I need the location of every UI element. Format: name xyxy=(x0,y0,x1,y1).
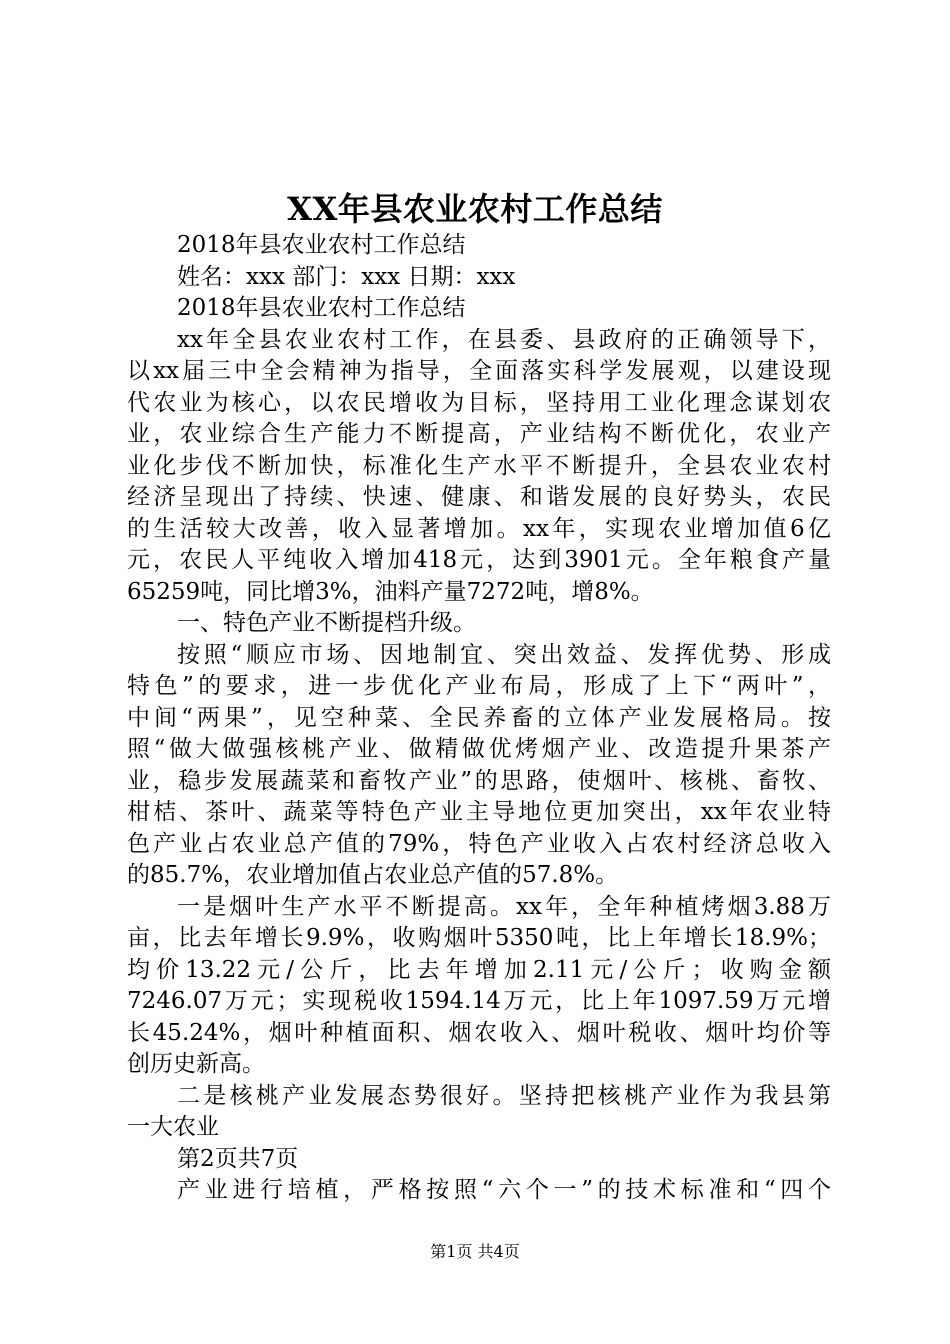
inline-page-marker: 第2页共7页 xyxy=(177,1145,299,1172)
text-line: 的85.7%，农业增加值占农业总产值的57.8%。 xyxy=(127,862,619,888)
text-line: 以xx届三中全会精神为指导，全面落实科学发展观，以建设现 xyxy=(127,358,831,384)
text-line: 的生活较大改善，收入显著增加。xx年，实现农业增加值6亿 xyxy=(127,515,831,542)
text-line: 中间“两果”，见空种菜、全民养畜的立体产业发展格局。按 xyxy=(127,704,831,731)
text-line: 65259吨，同比增3%，油料产量7272吨，增8%。 xyxy=(127,578,654,605)
text-line: 经济呈现出了持续、快速、健康、和谐发展的良好势头，农民 xyxy=(127,484,831,510)
text-line: 元，农民人平纯收入增加418元，达到3901元。全年粮食产量 xyxy=(127,547,831,573)
text-line: 7246.07万元；实现税收1594.14万元，比上年1097.59万元增 xyxy=(127,988,831,1014)
document-title: XX年县农业农村工作总结 xyxy=(287,190,663,228)
text-line: 2018年县农业农村工作总结 xyxy=(177,232,466,258)
text-line: 业化步伐不断加快，标准化生产水平不断提升，全县农业农村 xyxy=(127,452,831,479)
page-footer: 第1页 共4页 xyxy=(430,1242,520,1261)
document-body xyxy=(127,230,831,1207)
text-line: 均价13.22元/公斤，比去年增加2.11元/公斤；收购金额 xyxy=(127,956,831,983)
text-line: xx年全县农业农村工作，在县委、县政府的正确领导下， xyxy=(177,326,831,353)
text-line: 亩，比去年增长9.9%，收购烟叶5350吨，比上年增长18.9%； xyxy=(127,925,831,951)
text-line: 长45.24%，烟叶种植面积、烟农收入、烟叶税收、烟叶均价等 xyxy=(127,1019,831,1046)
text-line: 色产业占农业总产值的79%，特色产业收入占农村经济总收入 xyxy=(127,830,831,857)
text-line: 代农业为核心，以农民增收为目标，坚持用工业化理念谋划农 xyxy=(127,389,831,416)
text-line: 二是核桃产业发展态势很好。坚持把核桃产业作为我县第 xyxy=(177,1082,831,1109)
text-line: 一是烟叶生产水平不断提高。xx年，全年种植烤烟3.88万 xyxy=(177,893,831,920)
text-line: 业，稳步发展蔬菜和畜牧产业”的思路，使烟叶、核桃、畜牧、 xyxy=(127,767,831,794)
section-heading: 一、特色产业不断提档升级。 xyxy=(177,610,476,636)
text-line: 一大农业 xyxy=(127,1114,219,1140)
text-line: 业，农业综合生产能力不断提高，产业结构不断优化，农业产 xyxy=(127,421,831,447)
text-line: 姓名：xxx 部门：xxx 日期：xxx xyxy=(177,263,516,290)
text-line: 特色”的要求，进一步优化产业布局，形成了上下“两叶”， xyxy=(127,673,831,699)
text-line: 产业进行培植，严格按照“六个一”的技术标准和“四个 xyxy=(177,1177,831,1203)
text-line: 2018年县农业农村工作总结 xyxy=(177,295,466,321)
text-line: 柑桔、茶叶、蔬菜等特色产业主导地位更加突出，xx年农业特 xyxy=(127,799,831,825)
text-line: 按照“顺应市场、因地制宜、突出效益、发挥优势、形成 xyxy=(177,641,831,668)
text-line: 创历史新高。 xyxy=(127,1051,265,1077)
text-line: 照“做大做强核桃产业、做精做优烤烟产业、改造提升果茶产 xyxy=(127,736,831,762)
